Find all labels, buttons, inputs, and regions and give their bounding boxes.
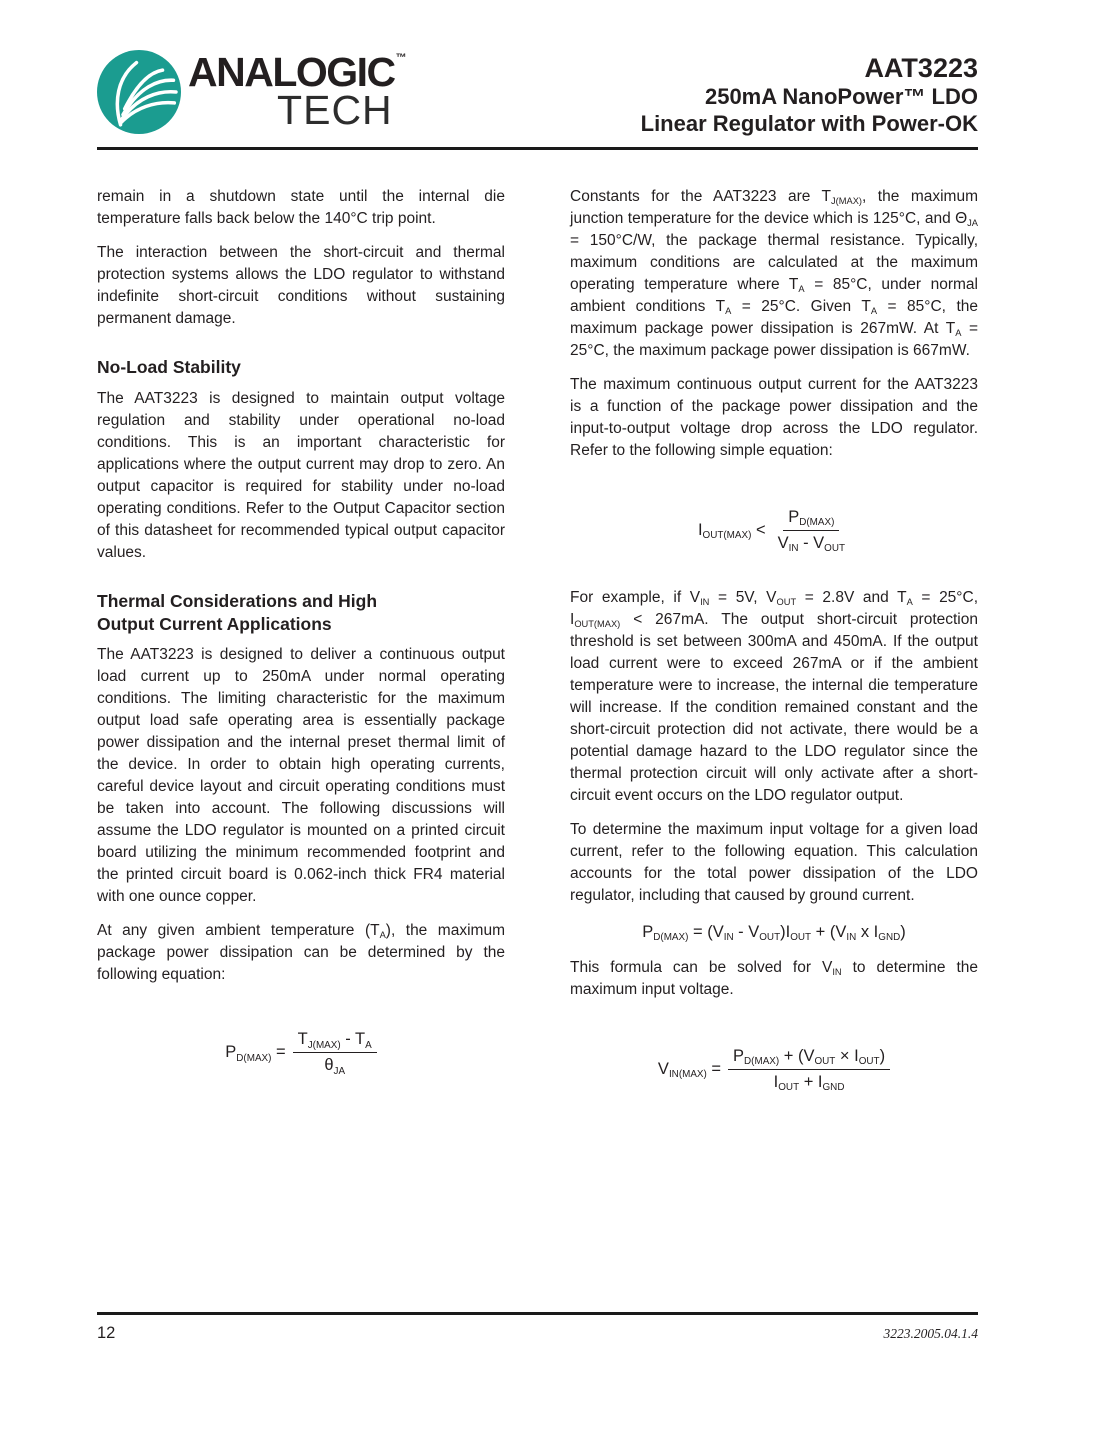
right-column [570,186,978,1126]
equation-numerator: $P_{D(MAX)} + (V_{OUT} \times I_{OUT})$ [728,1047,890,1070]
equation-iout-max [570,508,978,553]
title-block [641,52,978,137]
section-heading-thermal-considerations [97,590,505,636]
equation-pd-max [97,1030,505,1075]
paragraph: The AAT3223 is designed to maintain output voltage regulation and stability under operational no-load conditions. This is an important characteristic for applications where the output current may drop to zero. An output capacitor is required for stability under no-load operating conditions. Refer to the Output Capacitor section of this datasheet for recommended typical output capacitor values. [97,389,505,561]
equation-denominator: $\theta_{JA}$ [324,1056,346,1077]
left-column [97,186,505,1126]
paragraph: The AAT3223 is designed to deliver a continuous output load current up to 250mA under normal operating conditions. The limiting characteristic for the maximum output load safe operating area is essentially package power dissipation and the internal preset thermal limit of the device. In order to obtain high operating currents, careful device layout and circuit operating conditions must be taken into account. The following discussions will assume the LDO regulator is mounted on a printed circuit board utilizing the minimum recommended footprint and the printed circuit board is 0.062-inch thick FR4 material with one ounce copper. [97,646,505,906]
header-rule [97,147,978,150]
equation-pd-max-expanded [570,923,978,942]
paragraph: At any given ambient temperature $(T_A)$, the maximum package power dissipation can be determined by the following equation: [97,922,505,984]
equation-fraction [773,508,850,553]
equation-fraction [728,1047,890,1092]
page-header [97,50,978,137]
equation-denominator: $I_{OUT} + I_{GND}$ [773,1073,845,1094]
logo-brand-top-text: ANALOGIC [188,49,395,95]
logo-wordmark [188,49,407,133]
equation-lhs: $P_{D(MAX)}$ = [225,1043,286,1064]
equation-text: $P_{D(MAX)} = (V_{IN} - V_{OUT})I_{OUT} + (V_{IN}$ x $I_{GND}$) [642,923,906,944]
body-columns [97,186,978,1126]
paragraph-continuation: remain in a shutdown state until the internal die temperature falls back below the 140°C trip point. [97,188,505,227]
page-number: 12 [97,1324,116,1342]
page-footer [97,1324,978,1343]
heading-line: Output Current Applications [97,613,332,634]
equation-numerator: $P_{D(MAX)}$ [783,508,839,531]
paragraph: For example, if $V_{IN} = 5V$, $V_{OUT} = 2.8V$ and $T_A = 25^\circ C$, $I_{OUT(MAX)} < 267mA$. The output short-circuit protection threshold is set between 300mA and 450mA. If the output load current were to exceed 267mA or if the ambient temperature were to increase, the internal die temperature will increase. If the condition remained constant and the short-circuit protection did not activate, there would be a potential damage hazard to the LDO regulator since the thermal protection circuit will only activate after a short-circuit event occurs on the LDO regulator output. [570,589,979,804]
equation-lhs: $I_{OUT(MAX)}$ < [697,521,766,542]
equation-vin-max [570,1047,978,1092]
part-number: AAT3223 [864,53,978,83]
equation-lhs: $V_{IN(MAX)}$ = [657,1060,722,1081]
heading-line: Thermal Considerations and High [97,590,378,611]
trademark-symbol: ™ [395,52,407,64]
doc-subtitle-1: 250mA NanoPower™ LDO [704,84,978,110]
paragraph: To determine the maximum input voltage for a given load current, refer to the following equation. This calculation accounts for the total power dissipation of the LDO regulator, including that caused by ground current. [570,821,978,904]
paragraph: This formula can be solved for $V_{IN}$ to determine the maximum input voltage. [570,959,978,998]
doc-subtitle-2: Linear Regulator with Power-OK [640,110,978,136]
equation-denominator: $V_{IN} - V_{OUT}$ [777,534,846,555]
footer-rule [97,1312,978,1315]
logo-brand-bottom: TECH [277,86,393,133]
paragraph: The interaction between the short-circuit and thermal protection systems allows the LDO regulator to withstand indefinite short-circuit conditions without sustaining permanent damage. [97,244,505,327]
paragraph: Constants for the AAT3223 are $T_{J(MAX)}$, the maximum junction temperature for the device which is 125°C, and $\Theta_{JA} = 150^\circ C/W$, the package thermal resistance. Typically, maximum conditions are calculated at the maximum operating temperature where $T_A = 85^\circ C$, under normal ambient conditions $T_A = 25^\circ C$. Given $T_A = 85^\circ C$, the maximum package power dissipation is 267mW. At $T_A = 25^\circ C$, the maximum package power dissipation is 667mW. [570,188,979,359]
section-heading-no-load-stability: No-Load Stability [97,357,241,377]
analogictech-logo [97,50,407,134]
equation-numerator: $T_{J(MAX)} - T_A$ [293,1030,377,1053]
leaf-logo-icon [97,50,181,134]
doc-version: 3223.2005.04.1.4 [883,1326,978,1341]
paragraph: The maximum continuous output current for the AAT3223 is a function of the package power dissipation and the input-to-output voltage drop across the LDO regulator. Refer to the following simple equation: [570,376,978,459]
equation-fraction [293,1030,377,1075]
